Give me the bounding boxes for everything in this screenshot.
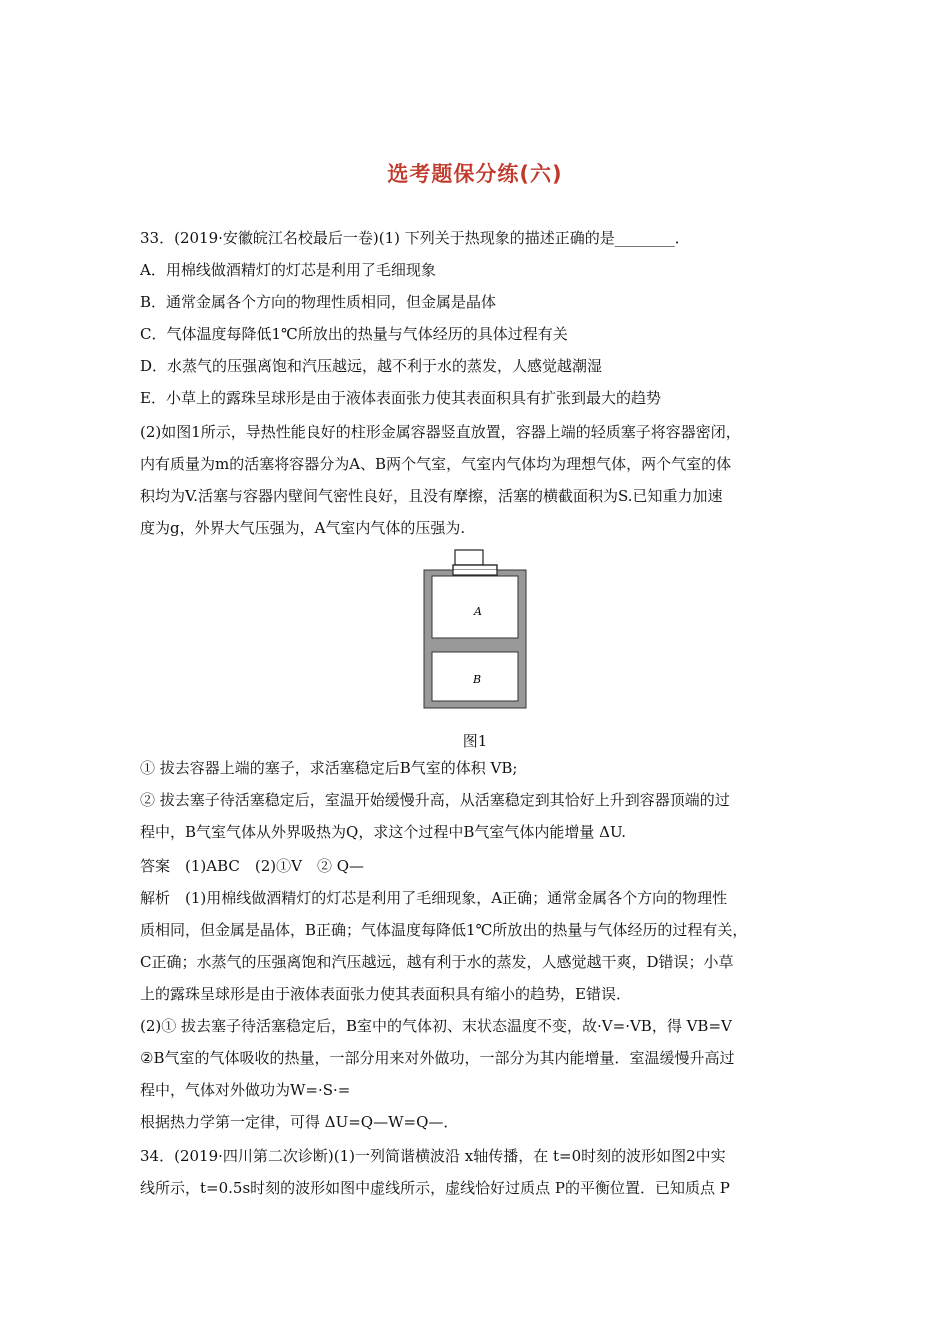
page-title: 选考题保分练(六) [387,162,563,186]
q33-part2-line: 积均为V.活塞与容器内壁间气密性良好，且没有摩擦，活塞的横截面积为S.已知重力加速 [140,487,723,505]
q33-part2-line: 度为g，外界大气压强为，A气室内气体的压强为. [140,519,466,537]
q33-option-a: A．用棉线做酒精灯的灯芯是利用了毛细现象 [140,261,436,279]
q33-analysis-line: 解析 (1)用棉线做酒精灯的灯芯是利用了毛细现象，A正确；通常金属各个方向的物理性 [140,889,728,907]
q33-analysis-line: 程中，气体对外做功为W=·S·= [140,1081,351,1099]
q33-subquestion: 程中，B气室气体从外界吸热为Q，求这个过程中B气室气体内能增量 ΔU. [140,823,626,841]
q33-subquestion: ② 拔去塞子待活塞稳定后，室温开始缓慢升高，从活塞稳定到其恰好上升到容器顶端的过 [140,791,730,809]
q33-analysis-line: C正确；水蒸气的压强离饱和汽压越远，越有利于水的蒸发，人感觉越干爽，D错误；小草 [140,953,734,971]
stopper-top [455,550,483,565]
chamber-a-label: A [474,605,482,618]
chamber-b-label: B [472,673,482,686]
container-diagram [422,548,528,710]
q33-stem: 33．(2019·安徽皖江名校最后一卷)(1) 下列关于热现象的描述正确的是________． [140,229,690,247]
q33-analysis-line: 上的露珠呈球形是由于液体表面张力使其表面积具有缩小的趋势，E错误． [140,985,631,1003]
q33-option-b: B．通常金属各个方向的物理性质相同，但金属是晶体 [140,293,497,311]
q33-part2-line: 内有质量为m的活塞将容器分为A、B两个气室，气室内气体均为理想气体，两个气室的体 [140,455,732,473]
q33-analysis-line: (2)① 拔去塞子待活塞稳定后，B室中的气体初、末状态温度不变，故·V=·VB，得 VB=V [140,1017,732,1035]
q33-analysis-line: 根据热力学第一定律，可得 ΔU=Q—W=Q—． [140,1113,459,1131]
q34-line: 34．(2019·四川第二次诊断)(1)一列简谐横波沿 x轴传播，在 t=0时刻的波形如图2中实 [140,1147,726,1165]
q33-answer: 答案 (1)ABC (2)①V ② Q— [140,857,365,875]
q33-option-d: D．水蒸气的压强离饱和汽压越远，越不利于水的蒸发，人感觉越潮湿 [140,357,603,375]
q33-analysis-line: ②B气室的气体吸收的热量，一部分用来对外做功，一部分为其内能增量．室温缓慢升高过 [140,1049,735,1067]
q33-option-c: C．气体温度每降低1℃所放出的热量与气体经历的具体过程有关 [140,325,568,343]
figure-caption: 图1 [462,732,488,750]
q34-line: 线所示，t=0.5s时刻的波形如图中虚线所示，虚线恰好过质点 P的平衡位置．已知质点 P [140,1179,730,1197]
q33-analysis-line: 质相同，但金属是晶体，B正确；气体温度每降低1℃所放出的热量与气体经历的过程有关， [140,921,748,939]
q33-part2-line: (2)如图1所示，导热性能良好的柱形金属容器竖直放置，容器上端的轻质塞子将容器密闭， [140,423,741,441]
q33-subquestion: ① 拔去容器上端的塞子，求活塞稳定后B气室的体积 VB; [140,759,518,777]
q33-option-e: E．小草上的露珠呈球形是由于液体表面张力使其表面积具有扩张到最大的趋势 [140,389,661,407]
